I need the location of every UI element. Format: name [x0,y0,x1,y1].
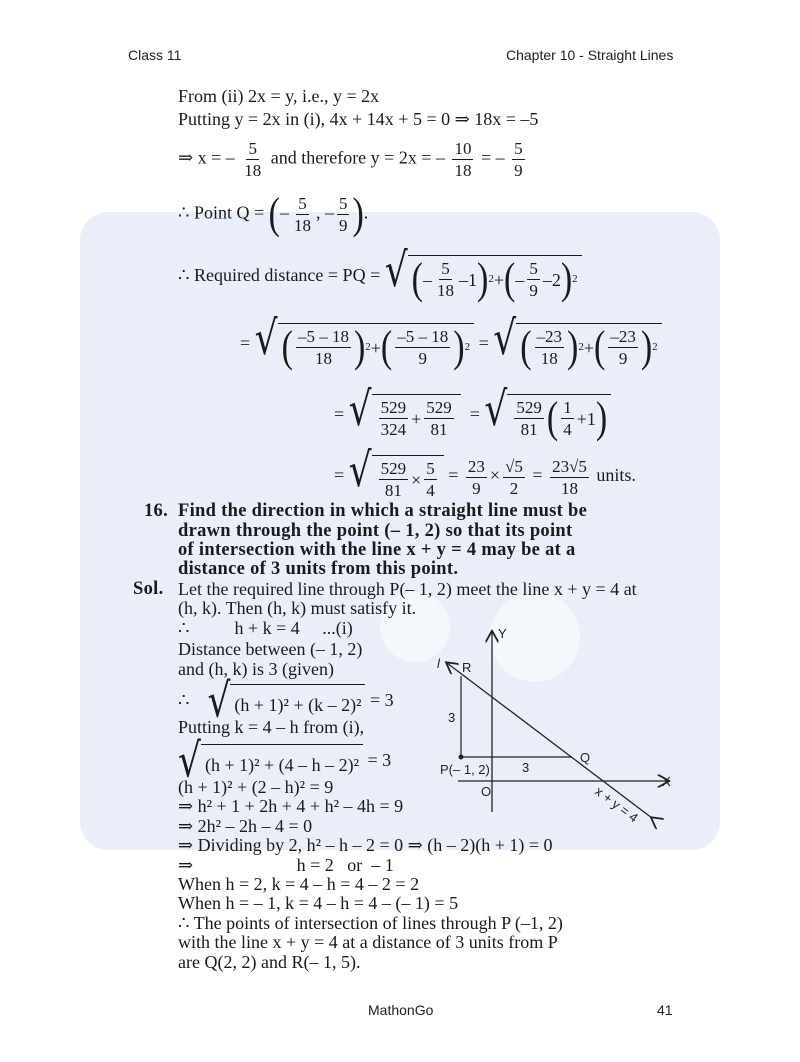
solution-line: and (h, k) is 3 (given) [178,659,334,679]
question-number: 16. [144,501,169,521]
solution-line: ⇒ h = 2 or – 1 [178,855,394,875]
fraction: $\frac{5}{9}$ [514,139,523,180]
footer-brand: MathonGo [368,1002,434,1018]
math-line: From (ii) 2x = y, i.e., y = 2x [178,86,380,106]
fraction: $\frac{5}{18}$ [244,139,262,180]
x-label: X [662,774,671,789]
line-equation-label: x + y = 4 [592,783,642,826]
solution-line: When h = 2, k = 4 – h = 4 – 2 = 2 [178,874,420,894]
solution-line: (h, k). Then (h, k) must satisfy it. [178,598,417,618]
solution-line: are Q(2, 2) and R(– 1, 5). [178,952,361,972]
solution-line: with the line x + y = 4 at a distance of 3 units from P [178,932,558,952]
question-line: of intersection with the line x + y = 4 may be at a [178,540,576,560]
solution-line: ∴ The points of intersection of lines through P (–1, 2) [178,913,563,933]
question-line: Find the direction in which a straight line must be [178,501,588,521]
horizontal-length-label: 3 [522,760,530,775]
solution-line: ⇒ h² + 1 + 2h + 4 + h² – 4h = 9 [178,796,404,816]
l-label: l [437,656,440,671]
r-label: R [462,660,472,675]
math-line: = √ ( $\frac{-5 - 18}{18}$ ) 2 + ( $\frac{-5 - 18}{9}$ ) 2 = √ ( $\frac{-23}{18}$ ) 2 + ( $\frac{-23}{9}$ ) 2 [240,323,662,367]
origin-label: O [481,784,492,799]
text: ⇒ x = – [178,147,235,168]
question-line: drawn through the point (– 1, 2) so that its point [178,521,573,541]
question-line: distance of 3 units from this point. [178,559,459,579]
header-class: Class 11 [128,47,182,63]
solution-line: Distance between (– 1, 2) [178,639,363,659]
solution-line: Let the required line through P(– 1, 2) meet the line x + y = 4 at [178,579,637,599]
page-number: 41 [657,1002,673,1018]
point-p [459,755,464,760]
solution-line: Putting k = 4 – h from (i), [178,717,365,737]
math-line: ∴ Point Q = (– $\frac{5}{18}$ , – $\frac{5}{9}$ ). [178,189,369,238]
vertical-length-label: 3 [448,710,456,725]
math-line: Putting y = 2x in (i), 4x + 14x + 5 = 0 ⇒ 18x = –5 [178,109,539,129]
solution-line: When h = – 1, k = 4 – h = 4 – (– 1) = 5 [178,893,459,913]
solution-label: Sol. [133,579,164,599]
solution-line: ∴ √ (h + 1)² + (k – 2)² = 3 [178,674,394,728]
fraction: $\frac{10}{18}$ [454,139,472,180]
solution-line: ⇒ 2h² – 2h – 4 = 0 [178,816,313,836]
solution-line: √ (h + 1)² + (4 – h – 2)² = 3 [178,734,392,788]
solution-line: ∴ h + k = 4 ...(i) [178,618,353,638]
text: = – [480,147,505,168]
q-label: Q [580,750,591,765]
line-l [447,663,652,818]
math-line: = √ $\frac{529}{81}$ × $\frac{5}{4}$ = $\frac{23}{9}$ × $\frac{√5}{2}$ = $\frac{23√5}{18}$ units. [334,444,636,500]
solution-line: ⇒ Dividing by 2, h² – h – 2 = 0 ⇒ (h – 2)(h + 1) = 0 [178,835,553,855]
y-label: Y [498,626,507,641]
solution-line: (h + 1)² + (2 – h)² = 9 [178,777,334,797]
math-line: ∴ Required distance = PQ = √ ( – $\frac{5}{18}$ –1 ) 2 + ( – $\frac{5}{9}$ –2 ) 2 [178,255,582,299]
p-label: P(– 1, 2) [440,762,490,777]
text: and therefore y = 2x = – [270,147,445,168]
header-chapter: Chapter 10 - Straight Lines [506,47,674,63]
math-line: = √ $\frac{529}{324}$ + $\frac{529}{81}$ = √ $\frac{529}{81}$ ( $\frac{1}{4}$ +1 ) [334,394,611,438]
